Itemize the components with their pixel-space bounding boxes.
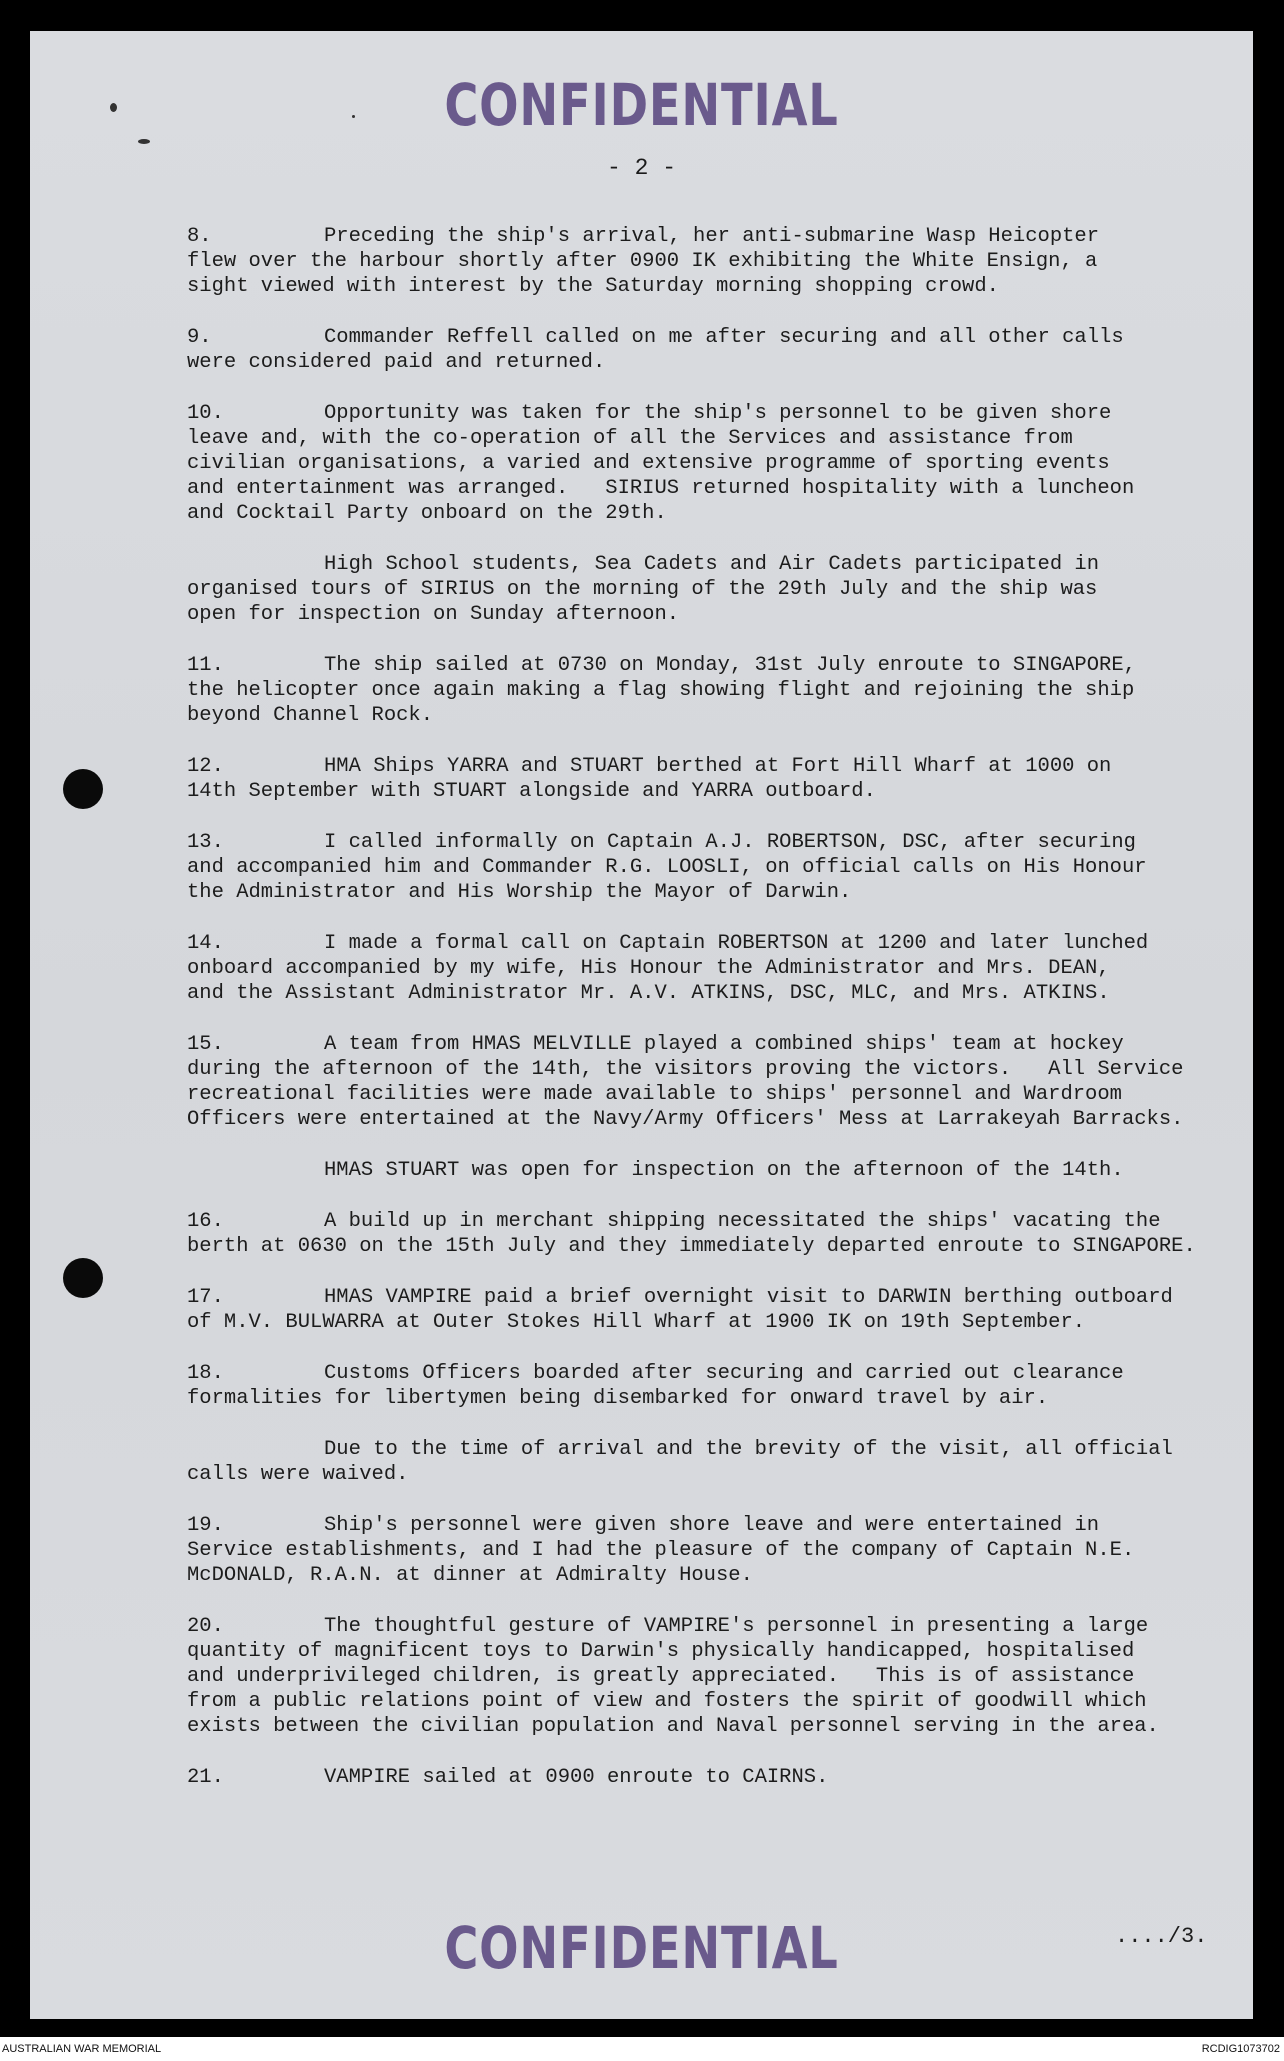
paragraph-continuation: of M.V. BULWARRA at Outer Stokes Hill Wharf at 1900 IK on 19th September.: [187, 1311, 1086, 1334]
paragraph: [187, 1513, 1237, 1588]
paragraph-number: 17.: [187, 1286, 224, 1309]
paragraph-first-line: [187, 325, 1237, 350]
paragraph-lead: Commander Reffell called on me after securing and all other calls: [324, 326, 1124, 349]
paragraph-first-line: [187, 1361, 1237, 1386]
paragraph-continuation: were considered paid and returned.: [187, 351, 606, 374]
paragraph-lead: VAMPIRE sailed at 0900 enroute to CAIRNS.: [324, 1766, 829, 1789]
paragraph-first-line: [187, 1285, 1237, 1310]
paragraph: [187, 401, 1237, 526]
paragraph-continuation: quantity of magnificent toys to Darwin's physically handicapped, hospitalised and underprivileged children, is greatly appreciated. This is of assistance from a public relations point of view and fosters the spirit of goodwill which exists between the civilian population and Naval personnel serving in the area.: [187, 1640, 1159, 1738]
paragraph-first-line: [187, 224, 1237, 249]
paragraph: [187, 653, 1237, 728]
paragraph-first-line: [187, 401, 1237, 426]
paragraph-first-line: [187, 552, 1237, 577]
letter-body: [187, 224, 1237, 1816]
paragraph: [187, 1209, 1237, 1259]
paragraph-continuation: organised tours of SIRIUS on the morning of the 29th July and the ship was open for inspection on Sunday afternoon.: [187, 578, 1098, 626]
paragraph-first-line: [187, 931, 1237, 956]
paragraph-number: 21.: [187, 1766, 224, 1789]
paragraph-lead: I made a formal call on Captain ROBERTSON at 1200 and later lunched: [324, 932, 1149, 955]
paragraph-continuation: leave and, with the co-operation of all the Services and assistance from civilian organisations, a varied and extensive programme of sporting events and entertainment was arranged. SIRIUS returned hospitality with a luncheon and Cocktail Party onboard on the 29th.: [187, 427, 1135, 525]
document-page: [30, 31, 1253, 2019]
paragraph: [187, 754, 1237, 804]
paragraph-lead: A build up in merchant shipping necessitated the ships' vacating the: [324, 1210, 1161, 1233]
paragraph-continuation: formalities for libertymen being disembarked for onward travel by air.: [187, 1387, 1049, 1410]
paragraph-first-line: [187, 1614, 1237, 1639]
paragraph-first-line: [187, 1513, 1237, 1538]
paragraph: [187, 552, 1237, 627]
confidential-stamp-bottom: CONFIDENTIAL: [444, 1914, 839, 1982]
paragraph: [187, 1361, 1237, 1411]
paragraph-continuation: calls were waived.: [187, 1463, 409, 1486]
paragraph-continuation: flew over the harbour shortly after 0900 IK exhibiting the White Ensign, a sight viewed with interest by the Saturday morning shopping crowd.: [187, 250, 1098, 298]
paragraph: [187, 931, 1237, 1006]
paragraph-continuation: onboard accompanied by my wife, His Honour the Administrator and Mrs. DEAN, and the Assistant Administrator Mr. A.V. ATKINS, DSC, MLC, and Mrs. ATKINS.: [187, 957, 1110, 1005]
paragraph: [187, 325, 1237, 375]
paragraph-continuation: Service establishments, and I had the pleasure of the company of Captain N.E. McDONALD, R.A.N. at dinner at Admiralty House.: [187, 1539, 1135, 1587]
archive-reference: RCDIG1073702: [1201, 2043, 1280, 2055]
paragraph-first-line: [187, 1209, 1237, 1234]
paragraph-number: 8.: [187, 225, 212, 248]
paragraph-first-line: [187, 1032, 1237, 1057]
credit-strip: [0, 2037, 1284, 2061]
paragraph-lead: HMAS VAMPIRE paid a brief overnight visit to DARWIN berthing outboard: [324, 1286, 1173, 1309]
paragraph-number: 16.: [187, 1210, 224, 1233]
paper-mark: [110, 103, 117, 112]
paragraph-number: 19.: [187, 1514, 224, 1537]
paragraph-continuation: 14th September with STUART alongside and YARRA outboard.: [187, 780, 876, 803]
paragraph-number: 10.: [187, 402, 224, 425]
paragraph-number: 12.: [187, 755, 224, 778]
paragraph-number: 9.: [187, 326, 212, 349]
paragraph: [187, 1614, 1237, 1739]
paragraph-first-line: [187, 1765, 1237, 1790]
paper-mark: [138, 139, 150, 144]
paragraph-lead: HMA Ships YARRA and STUART berthed at Fort Hill Wharf at 1000 on: [324, 755, 1112, 778]
paragraph-number: 15.: [187, 1033, 224, 1056]
page-number: - 2 -: [606, 155, 676, 181]
paragraph-lead: A team from HMAS MELVILLE played a combined ships' team at hockey: [324, 1033, 1124, 1056]
confidential-stamp-top: CONFIDENTIAL: [444, 71, 839, 139]
paragraph-lead: I called informally on Captain A.J. ROBERTSON, DSC, after securing: [324, 831, 1136, 854]
paragraph: [187, 1765, 1237, 1790]
paragraph: [187, 1158, 1237, 1183]
paragraph: [187, 1285, 1237, 1335]
paragraph-lead: Due to the time of arrival and the brevity of the visit, all official: [324, 1438, 1173, 1461]
paragraph: [187, 1032, 1237, 1132]
paragraph-first-line: [187, 754, 1237, 779]
paragraph-first-line: [187, 1158, 1237, 1183]
paragraph-lead: The thoughtful gesture of VAMPIRE's personnel in presenting a large: [324, 1615, 1149, 1638]
paragraph-number: 20.: [187, 1615, 224, 1638]
paragraph-lead: Ship's personnel were given shore leave and were entertained in: [324, 1514, 1100, 1537]
paragraph-number: 13.: [187, 831, 224, 854]
paragraph-lead: Preceding the ship's arrival, her anti-submarine Wasp Heicopter: [324, 225, 1100, 248]
punch-hole: [63, 1258, 103, 1298]
paragraph-lead: The ship sailed at 0730 on Monday, 31st July enroute to SINGAPORE,: [324, 654, 1136, 677]
paragraph-number: 14.: [187, 932, 224, 955]
paragraph-continuation: and accompanied him and Commander R.G. LOOSLI, on official calls on His Honour the Administrator and His Worship the Mayor of Darwin.: [187, 856, 1147, 904]
paragraph-continuation: the helicopter once again making a flag showing flight and rejoining the ship beyond Channel Rock.: [187, 679, 1135, 727]
paragraph: [187, 1437, 1237, 1487]
paragraph-lead: HMAS STUART was open for inspection on the afternoon of the 14th.: [324, 1159, 1124, 1182]
paragraph-first-line: [187, 653, 1237, 678]
paragraph-first-line: [187, 1437, 1237, 1462]
paragraph-lead: High School students, Sea Cadets and Air Cadets participated in: [324, 553, 1100, 576]
paragraph-number: 18.: [187, 1362, 224, 1385]
paragraph: [187, 830, 1237, 905]
paragraph: [187, 224, 1237, 299]
paragraph-lead: Opportunity was taken for the ship's personnel to be given shore: [324, 402, 1112, 425]
paragraph-continuation: during the afternoon of the 14th, the visitors proving the victors. All Service recreational facilities were made available to ships' personnel and Wardroom Officers were entertained at the Navy/Army Officers' Mess at Larrakeyah Barracks.: [187, 1058, 1184, 1131]
punch-hole: [63, 769, 103, 809]
paragraph-number: 11.: [187, 654, 224, 677]
archive-credit: AUSTRALIAN WAR MEMORIAL: [2, 2043, 162, 2055]
continuation-marker: ..../3.: [1115, 1924, 1208, 1949]
paragraph-first-line: [187, 830, 1237, 855]
paragraph-lead: Customs Officers boarded after securing and carried out clearance: [324, 1362, 1124, 1385]
paragraph-continuation: berth at 0630 on the 15th July and they immediately departed enroute to SINGAPORE.: [187, 1235, 1196, 1258]
